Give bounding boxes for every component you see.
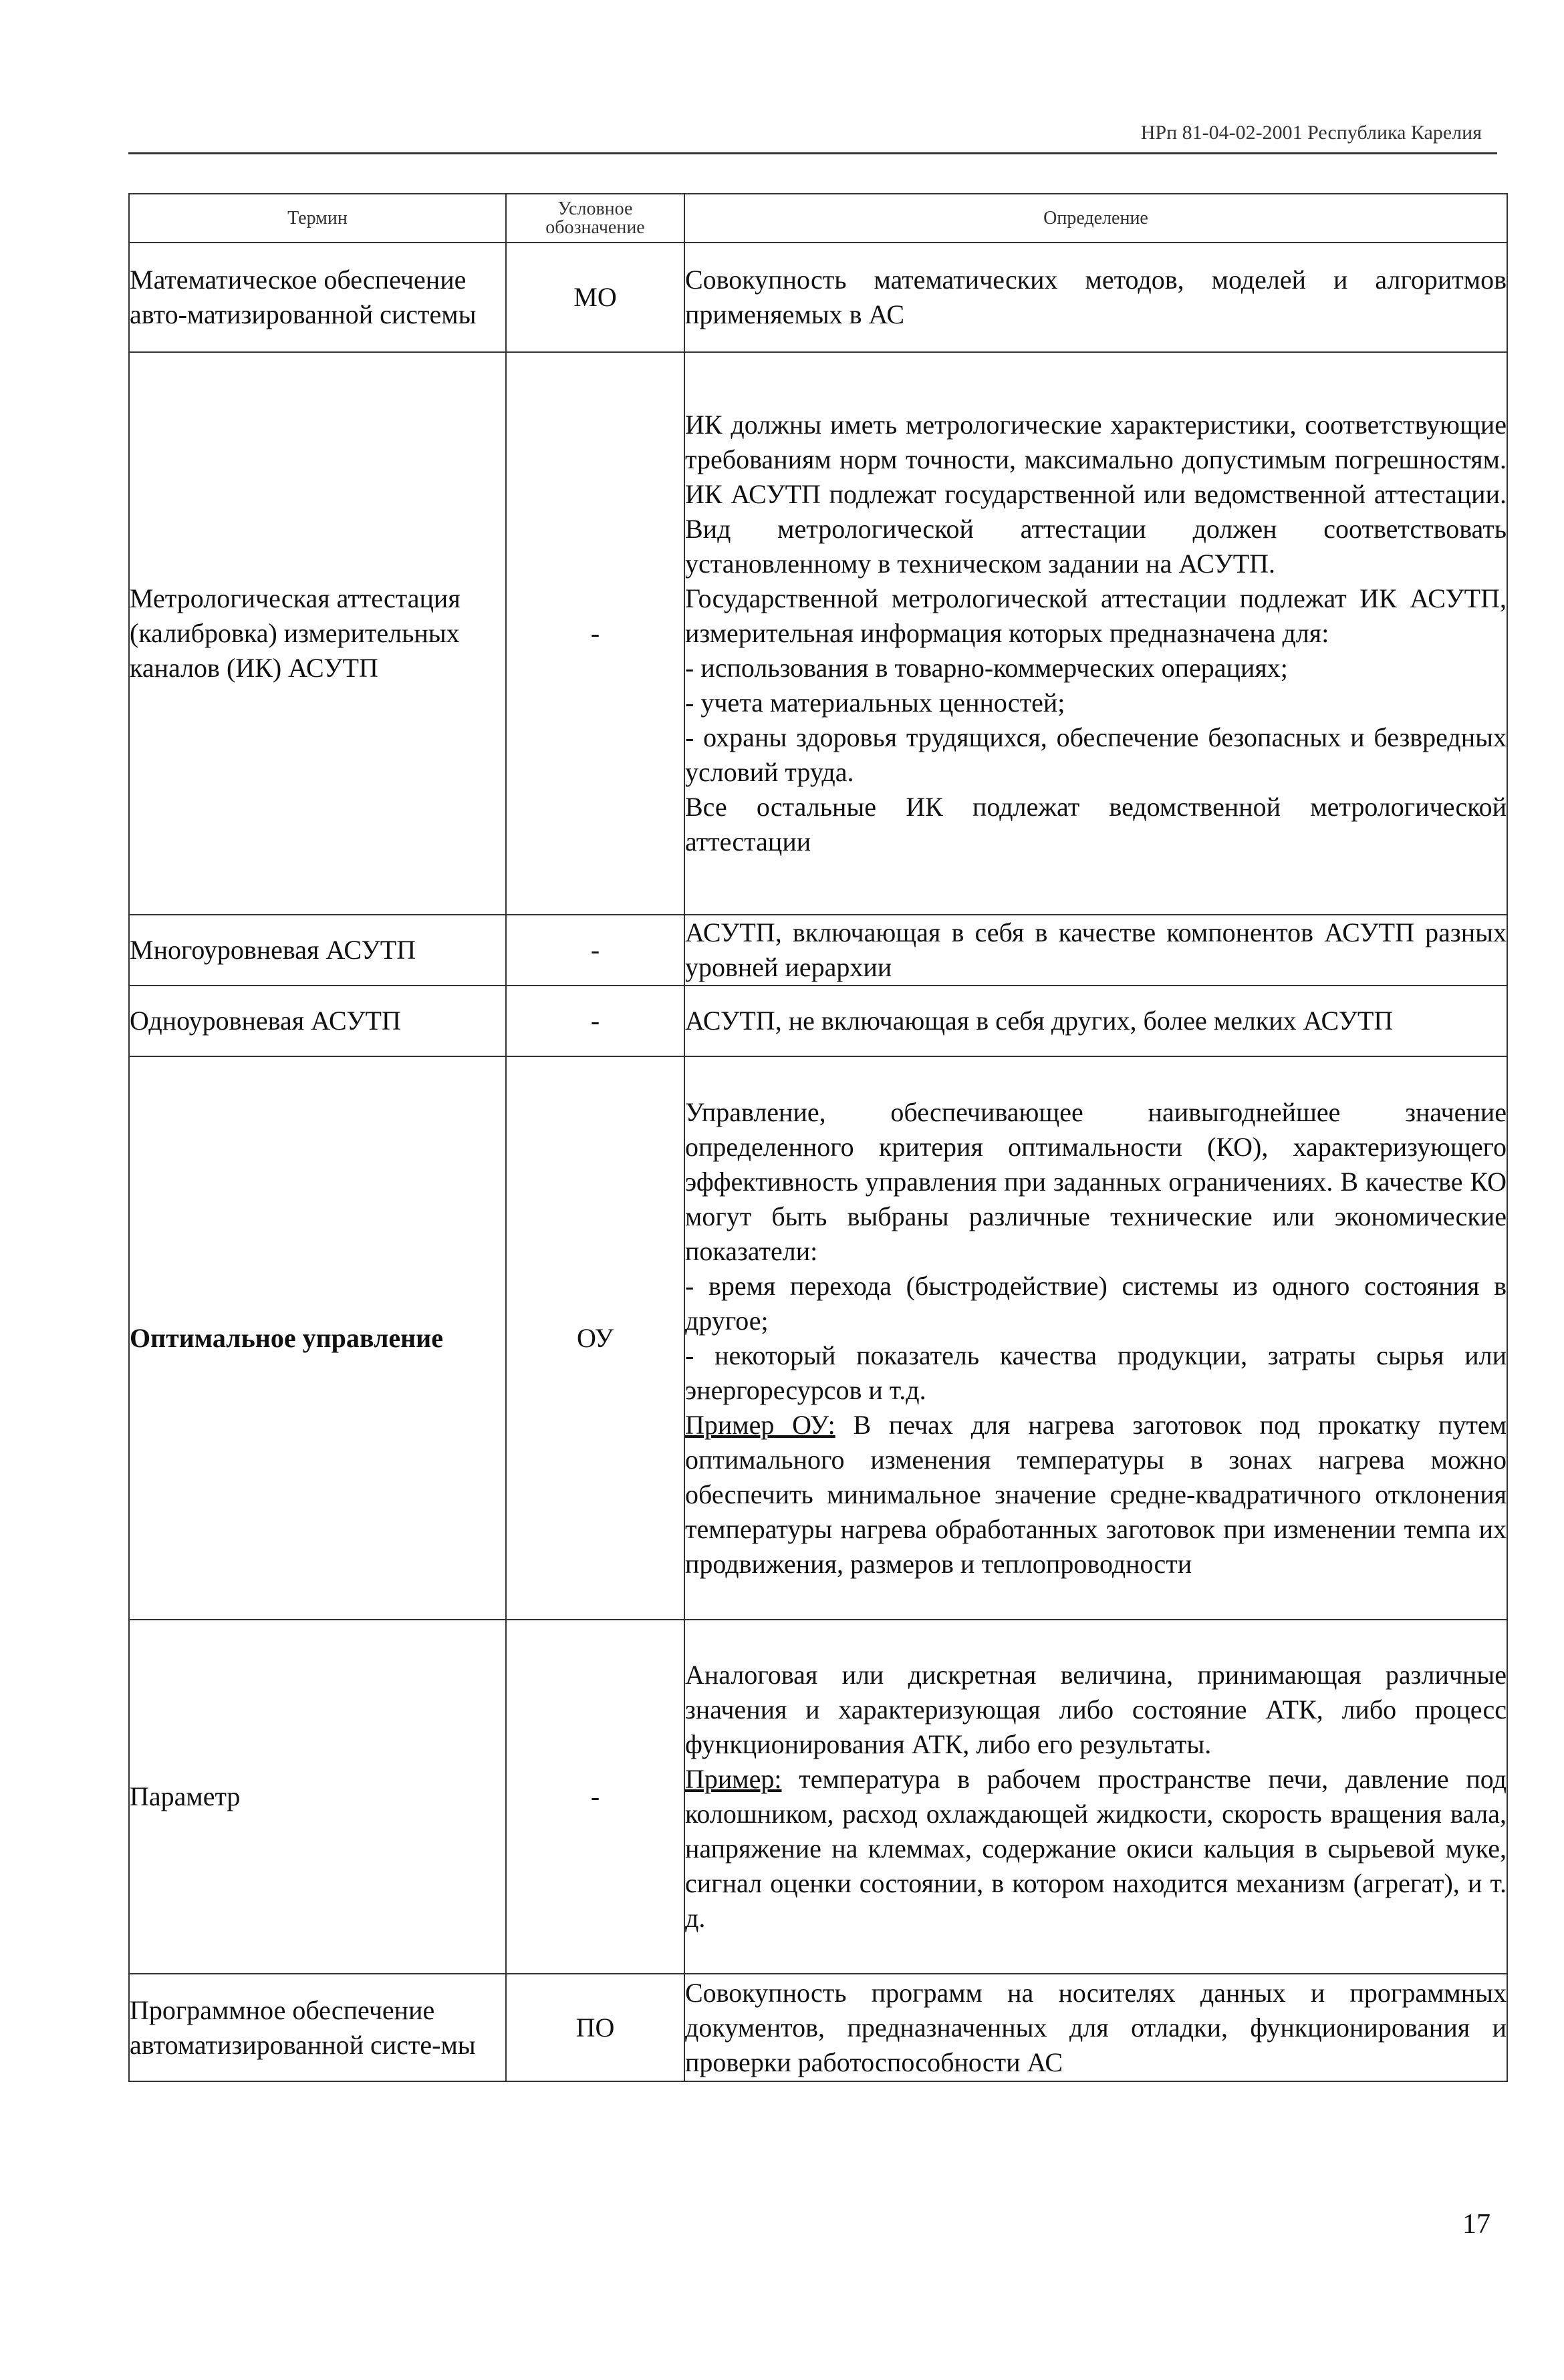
column-header-definition: Определение <box>684 194 1507 243</box>
table-row <box>129 243 1507 352</box>
term-cell: Математическое обеспечение авто-матизированной системы <box>129 243 506 352</box>
definition-cell <box>684 986 1507 1056</box>
header-divider <box>128 152 1497 154</box>
symbol-cell: ОУ <box>506 1056 684 1620</box>
symbol-cell: - <box>506 1620 684 1974</box>
definition-example <box>685 1408 1507 1582</box>
symbol-cell: МО <box>506 243 684 352</box>
table-row <box>129 986 1507 1056</box>
page-number: 17 <box>1462 2209 1490 2240</box>
definition-paragraph: Управление, обеспечивающее наивыгоднейшее значение определенного критерия оптимальности (КО), характеризующего эффективность управления при заданных ограничениях. В качестве КО могут быть выбраны различные технические или экономические показатели: <box>685 1096 1507 1266</box>
term-cell: Многоуровневая АСУТП <box>129 915 506 986</box>
table-row <box>129 352 1507 915</box>
definition-paragraph: Совокупность программ на носителях данных и программных документов, предназначенных для отладки, функционирования и проверки работоспособности АС <box>685 1977 1507 2077</box>
definition-paragraph: Совокупность математических методов, моделей и алгоритмов применяемых в АС <box>685 265 1507 329</box>
definition-paragraph: - время перехода (быстродействие) системы из одного состояния в другое; <box>685 1270 1507 1336</box>
definition-paragraph: - некоторый показатель качества продукции, затраты сырья или энергоресурсов и т.д. <box>685 1340 1507 1405</box>
table-row <box>129 1056 1507 1620</box>
term-cell: Метрологическая аттестация (калибровка) измерительных каналов (ИК) АСУТП <box>129 352 506 915</box>
definition-paragraph: АСУТП, не включающая в себя других, более мелких АСУТП <box>685 1006 1394 1036</box>
table-row <box>129 1620 1507 1974</box>
symbol-cell: - <box>506 915 684 986</box>
column-header-term: Термин <box>129 194 506 243</box>
term-cell: Программное обеспечение автоматизированной систе-мы <box>129 1974 506 2081</box>
definition-paragraph: - использования в товарно-коммерческих операциях; <box>685 653 1288 683</box>
definition-cell <box>684 915 1507 986</box>
definition-paragraph: Все остальные ИК подлежат ведомственной метрологической аттестации <box>685 792 1507 857</box>
definition-paragraph: - учета материальных ценностей; <box>685 688 1065 718</box>
term-cell: Параметр <box>129 1620 506 1974</box>
example-text: температура в рабочем пространстве печи, давление под колошником, расход охлаждающей жидкости, скорость вращения вала, напряжение на клеммах, содержание окиси кальция в сырьевой муке, сигнал оценки состоянии, в котором находится механизм (агрегат), и т. д. <box>685 1764 1507 1933</box>
definition-cell <box>684 1974 1507 2081</box>
table-row <box>129 1974 1507 2081</box>
symbol-cell: ПО <box>506 1974 684 2081</box>
definition-paragraph: АСУТП, включающая в себя в качестве компонентов АСУТП разных уровней иерархии <box>685 917 1507 982</box>
document-header: НРп 81-04-02-2001 Республика Карелия <box>1140 122 1482 144</box>
symbol-cell: - <box>506 352 684 915</box>
definition-paragraph: ИК должны иметь метрологические характеристики, соответствующие требованиям норм точности, максимально допустимым погрешностям. ИК АСУТП подлежат государственной или ведомственной аттестации. Вид метрологической аттестации должен соответствовать установленному в техническом задании на АСУТП. <box>685 410 1507 579</box>
table-header-row <box>129 194 1507 243</box>
column-header-symbol: Условное обозначение <box>506 194 684 243</box>
definition-paragraph: - охраны здоровья трудящихся, обеспечение безопасных и безвредных условий труда. <box>685 722 1507 787</box>
definition-paragraph: Государственной метрологической аттестации подлежат ИК АСУТП, измерительная информация которых предназначена для: <box>685 583 1507 648</box>
term-cell: Одноуровневая АСУТП <box>129 986 506 1056</box>
definition-cell <box>684 1056 1507 1620</box>
table-row <box>129 915 1507 986</box>
term-cell: Оптимальное управление <box>129 1056 506 1620</box>
example-label: Пример: <box>685 1764 782 1794</box>
definition-cell <box>684 1620 1507 1974</box>
definition-cell <box>684 243 1507 352</box>
example-text: В печах для нагрева заготовок под прокатку путем оптимального изменения температуры в зонах нагрева можно обеспечить минимальное значение средне-квадратичного отклонения температуры нагрева обработанных заготовок при изменении темпа их продвижения, размеров и теплопроводности <box>685 1409 1507 1579</box>
definition-example <box>685 1762 1507 1936</box>
terms-table <box>128 193 1508 2082</box>
definition-cell <box>684 352 1507 915</box>
example-label: Пример ОУ: <box>685 1409 835 1440</box>
definition-paragraph: Аналоговая или дискретная величина, принимающая различные значения и характеризующая либо состояние АТК, либо процесс функционирования АТК, либо его результаты. <box>685 1660 1507 1759</box>
symbol-cell: - <box>506 986 684 1056</box>
